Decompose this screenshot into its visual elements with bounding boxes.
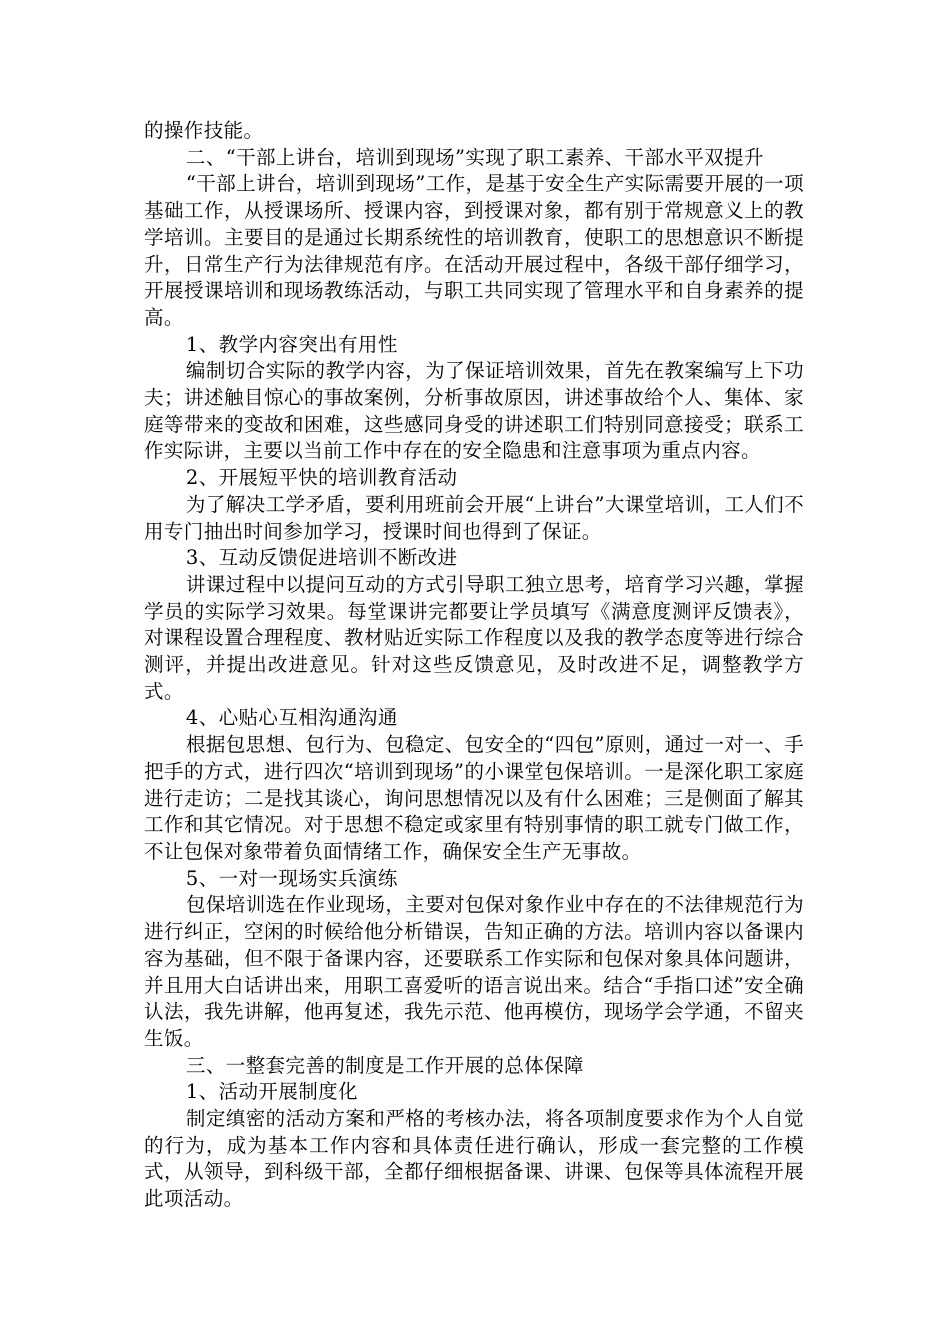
paragraph-item-3: 讲课过程中以提问互动的方式引导职工独立思考，培育学习兴趣，掌握学员的实际学习效果。每堂课讲完都要让学员填写《满意度测评反馈表》，对课程设置合理程度、教材贴近实际工作程度以及我的教学态度等进行综合测评，并提出改进意见。针对这些反馈意见，及时改进不足，调整教学方式。 xyxy=(144,572,804,703)
heading-section-2: 二、“干部上讲台，培训到现场”实现了职工素养、干部水平双提升 xyxy=(185,145,764,169)
document-body xyxy=(144,118,804,1213)
paragraph-item-5: 包保培训选在作业现场，主要对包保对象作业中存在的不法律规范行为进行纠正，空闲的时候给他分析错误，告知正确的方法。培训内容以备课内容为基础，但不限于备课内容，还要联系工作实际和包保对象具体问题讲，并且用大白话讲出来，用职工喜爱听的语言说出来。结合“手指口述”安全确认法，我先讲解，他再复述，我先示范、他再模仿，现场学会学通，不留夹生饭。 xyxy=(144,893,804,1050)
heading-section-3: 三、一整套完善的制度是工作开展的总体保障 xyxy=(185,1053,584,1077)
heading-item-3: 3、互动反馈促进培训不断改进 xyxy=(185,546,458,570)
heading-item-2: 2、开展短平快的培训教育活动 xyxy=(185,466,458,490)
heading-item-1: 1、教学内容突出有用性 xyxy=(185,332,398,356)
paragraph-item-1: 编制切合实际的教学内容，为了保证培训效果，首先在教案编写上下功夫；讲述触目惊心的事故案例，分析事故原因，讲述事故给个人、集体、家庭等带来的变故和困难，这些感同身受的讲述职工们特别同意接受；联系工作实际讲，主要以当前工作中存在的安全隐患和注意事项为重点内容。 xyxy=(144,359,804,463)
paragraph-continuation: 的操作技能。 xyxy=(144,119,264,142)
heading-item-4: 4、心贴心互相沟通沟通 xyxy=(185,706,398,730)
paragraph-item-4: 根据包思想、包行为、包稳定、包安全的“四包”原则，通过一对一、手把手的方式，进行四次“培训到现场”的小课堂包保培训。一是深化职工家庭进行走访；二是找其谈心，询问思想情况以及有什么困难；三是侧面了解其工作和其它情况。对于思想不稳定或家里有特别事情的职工就专门做工作，不让包保对象带着负面情绪工作，确保安全生产无事故。 xyxy=(144,733,804,863)
paragraph-section-2-intro: “干部上讲台，培训到现场”工作，是基于安全生产实际需要开展的一项基础工作，从授课场所、授课内容，到授课对象，都有别于常规意义上的教学培训。主要目的是通过长期系统性的培训教育，使职工的思想意识不断提升，日常生产行为法律规范有序。在活动开展过程中，各级干部仔细学习，开展授课培训和现场教练活动，与职工共同实现了管理水平和自身素养的提高。 xyxy=(144,172,804,329)
heading-section-3-item-1: 1、活动开展制度化 xyxy=(185,1080,358,1104)
heading-item-5: 5、一对一现场实兵演练 xyxy=(185,866,398,890)
paragraph-section-3-item-1: 制定缜密的活动方案和严格的考核办法，将各项制度要求作为个人自觉的行为，成为基本工作内容和具体责任进行确认，形成一套完整的工作模式，从领导，到科级干部，全都仔细根据备课、讲课、包保等具体流程开展此项活动。 xyxy=(144,1107,804,1211)
paragraph-item-2: 为了解决工学矛盾，要利用班前会开展“上讲台”大课堂培训，工人们不用专门抽出时间参加学习，授课时间也得到了保证。 xyxy=(144,492,804,543)
